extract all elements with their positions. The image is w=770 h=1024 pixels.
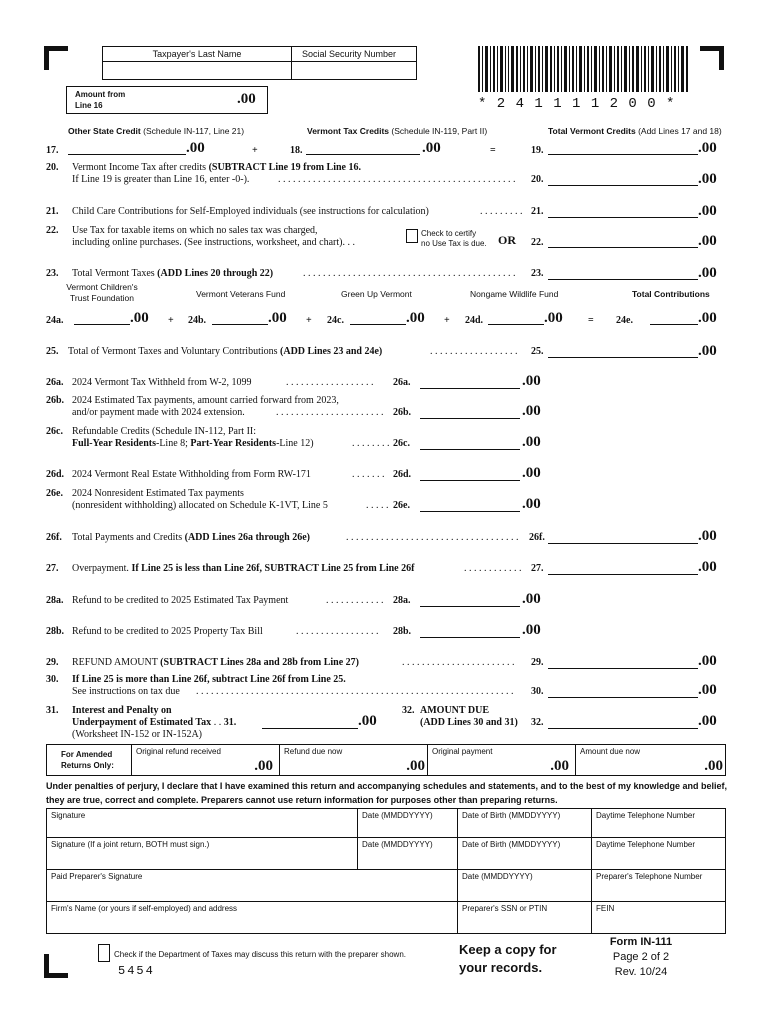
line-21-field[interactable] — [548, 206, 698, 218]
line-26d-field[interactable] — [420, 469, 520, 481]
line-23-cents: .00 — [698, 265, 717, 281]
preparer-phone-label: Preparer's Telephone Number — [596, 872, 703, 881]
line-23-text — [72, 268, 273, 279]
line-30-field[interactable] — [548, 686, 698, 698]
line-18-num: 18. — [290, 145, 303, 156]
line-26a-num: 26a. — [46, 377, 64, 388]
line-31-cents: .00 — [358, 713, 377, 729]
line-18-cents: .00 — [422, 140, 441, 156]
corner-mark-bottom-left — [44, 954, 68, 978]
line-24c-cents: .00 — [406, 310, 425, 326]
line-26d-num: 26d. — [46, 469, 65, 480]
line-27-cents: .00 — [698, 559, 717, 575]
line-26b-num: 26b. — [46, 395, 65, 406]
line-26e-field[interactable] — [420, 500, 520, 512]
line-26f-field[interactable] — [548, 532, 698, 544]
line-24b-cents: .00 — [268, 310, 287, 326]
discuss-with-preparer-label: Check if the Department of Taxes may discuss this return with the preparer shown. — [114, 950, 406, 959]
last-name-box[interactable] — [102, 46, 292, 80]
amount-from-label-2: Line 16 — [75, 101, 103, 110]
last-name-label: Taxpayer's Last Name — [103, 47, 291, 62]
greenup-label: Green Up Vermont — [341, 289, 412, 299]
line-29-text — [72, 657, 359, 668]
line-32-ref: 32. — [531, 717, 544, 728]
equals-24e: = — [588, 315, 594, 326]
no-use-tax-label-b: no Use Tax is due. — [421, 239, 487, 248]
joint-signature-cell[interactable] — [46, 838, 358, 870]
line-25-text-a: Total of Vermont Taxes and Voluntary Contributions — [68, 346, 278, 357]
total-credits-label: Total Vermont Credits — [548, 126, 636, 136]
line-22-or: OR — [498, 233, 516, 247]
line-31-num: 31. — [46, 705, 59, 716]
total-credits-ref: (Add Lines 17 and 18) — [638, 126, 722, 136]
original-refund-label: Original refund received — [136, 747, 221, 756]
line-24e-cents: .00 — [698, 310, 717, 326]
line-20-num: 20. — [46, 162, 59, 173]
line-24d-num: 24d. — [465, 315, 484, 326]
line-24d-cents: .00 — [544, 310, 563, 326]
children-trust-label-b: Trust Foundation — [70, 293, 134, 303]
line-26b-cents: .00 — [522, 403, 541, 419]
line-19-field[interactable] — [548, 143, 698, 155]
day-phone-cell[interactable] — [592, 808, 726, 838]
vt-credits-label: Vermont Tax Credits — [307, 126, 390, 136]
wildlife-fund-label: Nongame Wildlife Fund — [470, 289, 559, 299]
joint-signature-label: Signature (If a joint return, BOTH must sign.) — [51, 840, 210, 849]
line-22-text-b: including online purchases. (See instructions, worksheet, and chart). . . — [72, 237, 355, 248]
no-use-tax-label-a: Check to certify — [421, 229, 477, 238]
preparer-date-cell[interactable] — [458, 870, 592, 902]
line-31-text-c: (Worksheet IN-152 or IN-152A) — [72, 729, 202, 740]
refund-due-cents: .00 — [406, 758, 425, 774]
line-26c-text-a: Refundable Credits (Schedule IN-112, Part II: — [72, 426, 257, 437]
plus-24b: + — [168, 315, 174, 326]
line-23-num: 23. — [46, 268, 59, 279]
other-state-ref: (Schedule IN-117, Line 21) — [143, 126, 245, 136]
firm-cell[interactable] — [46, 902, 458, 934]
line-26b-dots: . . . . . . . . . . . . . . . . . . . . . . — [276, 407, 384, 418]
line-24a-field[interactable] — [74, 313, 130, 325]
line-26f-text-b: (ADD Lines 26a through 26e) — [184, 532, 311, 543]
line-26c-num: 26c. — [46, 426, 63, 437]
line-28b-dots: . . . . . . . . . . . . . . . . . — [296, 626, 379, 637]
line-26e-num: 26e. — [46, 488, 63, 499]
line-23-ref: 23. — [531, 268, 544, 279]
line-25-ref: 25. — [531, 346, 544, 357]
line-30-text-a: If Line 25 is more than Line 26f, subtract Line 26f from Line 25. — [72, 674, 346, 685]
preparer-ssn-label: Preparer's SSN or PTIN — [462, 904, 548, 913]
amount-from-label-1: Amount from — [75, 90, 126, 99]
line-31-ref: 31. — [223, 717, 237, 728]
line-21-num: 21. — [46, 206, 59, 217]
line-22-field[interactable] — [548, 236, 698, 248]
line-31-field[interactable] — [262, 717, 358, 729]
line-25-text-b: (ADD Lines 23 and 24e) — [280, 346, 383, 357]
line-24a-cents: .00 — [130, 310, 149, 326]
line-26e-ref: 26e. — [393, 500, 410, 511]
line-20-dots: . . . . . . . . . . . . . . . . . . . . . . . . . . . . . . . . . . . . . . . . . . . . . . . . — [278, 174, 516, 185]
line-26a-text: 2024 Vermont Tax Withheld from W-2, 1099 — [72, 377, 252, 388]
line-26b-text-a: 2024 Estimated Tax payments, amount carried forward from 2023, — [72, 395, 339, 406]
line-24c-field[interactable] — [350, 313, 406, 325]
amount-from-box[interactable] — [66, 86, 268, 114]
line-30-text-b: See instructions on tax due — [72, 686, 180, 697]
line-30-ref: 30. — [531, 686, 544, 697]
amount-due-cents: .00 — [704, 758, 723, 774]
line-21-dots: . . . . . . . . . — [480, 206, 523, 217]
form-code: 5454 — [118, 964, 155, 978]
line-26a-field[interactable] — [420, 377, 520, 389]
line-17-num: 17. — [46, 145, 59, 156]
other-state-label: Other State Credit — [68, 126, 141, 136]
amount-from-value: .00 — [237, 91, 256, 107]
line-25-dots: . . . . . . . . . . . . . . . . . . — [430, 346, 518, 357]
corner-mark-top-left — [44, 46, 68, 70]
refund-due-label: Refund due now — [284, 747, 343, 756]
plus-sign-17: + — [252, 145, 258, 156]
line-26c-text — [72, 426, 314, 450]
fein-cell[interactable] — [592, 902, 726, 934]
line-20-text-c: If Line 19 is greater than Line 16, enter -0-). — [72, 174, 250, 185]
line-27-dots: . . . . . . . . . . . . — [464, 563, 522, 574]
total-credits-header — [548, 126, 722, 136]
preparer-date-label: Date (MMDDYYYY) — [462, 872, 533, 881]
other-state-credit-header — [68, 126, 244, 136]
line-22-text-a: Use Tax for taxable items on which no sales tax was charged, — [72, 225, 318, 236]
veterans-fund-label: Vermont Veterans Fund — [196, 289, 286, 299]
line-31-text-b: Underpayment of Estimated Tax — [72, 717, 212, 728]
perjury-declaration: Under penalties of perjury, I declare that I have examined this return and accompanying schedules and statements, and to the best of my knowledge and belief, they are true, correct and complete. Preparers cannot use return information for purposes other than preparing returns. — [46, 781, 727, 805]
line-32-field[interactable] — [548, 717, 698, 729]
line-26d-dots: . . . . . . . — [352, 469, 385, 480]
fein-label: FEIN — [596, 904, 615, 913]
barcode-text: * 2 4 1 1 1 1 2 0 0 * — [478, 96, 676, 112]
line-26e-cents: .00 — [522, 496, 541, 512]
line-19-num: 19. — [531, 145, 544, 156]
line-31-text-a: Interest and Penalty on — [72, 705, 172, 716]
line-26f-cents: .00 — [698, 528, 717, 544]
line-22-text — [72, 225, 355, 249]
line-21-cents: .00 — [698, 203, 717, 219]
line-19-cents: .00 — [698, 140, 717, 156]
line-28a-field[interactable] — [420, 595, 520, 607]
line-28a-cents: .00 — [522, 591, 541, 607]
line-26c-text-b2: -Line 8; — [155, 438, 188, 449]
signature-cell[interactable] — [46, 808, 358, 838]
day-phone2-cell[interactable] — [592, 838, 726, 870]
signature-label: Signature — [51, 811, 86, 820]
line-27-ref: 27. — [531, 563, 544, 574]
line-30-dots: . . . . . . . . . . . . . . . . . . . . . . . . . . . . . . . . . . . . . . . . . . . . . . . . . . . . . . . . . . . . . . . . — [196, 686, 514, 697]
line-28b-ref: 28b. — [393, 626, 412, 637]
amended-label — [46, 744, 132, 776]
original-payment-cell[interactable] — [428, 744, 576, 776]
line-26c-dots: . . . . . . . . — [352, 438, 390, 449]
line-23-dots: . . . . . . . . . . . . . . . . . . . . . . . . . . . . . . . . . . . . . . . . . . . — [303, 268, 516, 279]
amount-due-cell[interactable] — [576, 744, 726, 776]
line-27-text-b: If Line 25 is less than Line 26f, SUBTRACT Line 25 from Line 26f — [131, 563, 415, 574]
line-17-cents: .00 — [186, 140, 205, 156]
amended-label-b: Returns Only: — [61, 761, 114, 770]
line-26e-text — [72, 488, 328, 512]
line-24c-num: 24c. — [327, 315, 344, 326]
line-26c-text-b3: Part-Year Residents — [190, 438, 277, 449]
line-29-text-a: REFUND AMOUNT — [72, 657, 158, 668]
keep-copy-note — [459, 941, 557, 977]
line-17-field[interactable] — [68, 143, 186, 155]
vt-credits-header — [307, 126, 487, 136]
date2-label: Date (MMDDYYYY) — [362, 840, 433, 849]
line-28a-text: Refund to be credited to 2025 Estimated Tax Payment — [72, 595, 289, 606]
line-26f-ref: 26f. — [529, 532, 545, 543]
line-22-num: 22. — [46, 225, 59, 236]
line-20-cents: .00 — [698, 171, 717, 187]
line-26f-text — [72, 532, 310, 543]
line-23-text-a: Total Vermont Taxes — [72, 268, 155, 279]
line-32-cents: .00 — [698, 713, 717, 729]
line-28b-cents: .00 — [522, 622, 541, 638]
original-refund-cell[interactable] — [132, 744, 280, 776]
line-20-text-a: Vermont Income Tax after credits — [72, 162, 207, 173]
line-29-num: 29. — [46, 657, 59, 668]
preparer-ssn-cell[interactable] — [458, 902, 592, 934]
line-30-cents: .00 — [698, 682, 717, 698]
line-20-text-b: (SUBTRACT Line 19 from Line 16. — [208, 162, 361, 173]
line-28a-dots: . . . . . . . . . . . . — [326, 595, 384, 606]
line-25-text — [68, 346, 382, 357]
line-24e-num: 24e. — [616, 315, 633, 326]
line-26c-cents: .00 — [522, 434, 541, 450]
dob-cell[interactable] — [458, 808, 592, 838]
line-32-text-a: AMOUNT DUE — [420, 705, 489, 716]
original-payment-label: Original payment — [432, 747, 493, 756]
line-32-num: 32. — [402, 705, 415, 716]
amended-label-a: For Amended — [61, 750, 113, 759]
line-26c-field[interactable] — [420, 438, 520, 450]
preparer-phone-cell[interactable] — [592, 870, 726, 902]
day-phone-label: Daytime Telephone Number — [596, 811, 696, 820]
line-26c-text-b4: -Line 12) — [276, 438, 314, 449]
amount-from-label — [75, 89, 125, 111]
line-24d-field[interactable] — [488, 313, 544, 325]
line-30-num: 30. — [46, 674, 59, 685]
line-26e-text-a: 2024 Nonresident Estimated Tax payments — [72, 488, 244, 499]
line-23-text-b: (ADD Lines 20 through 22) — [157, 268, 274, 279]
line-26d-text: 2024 Vermont Real Estate Withholding from Form RW-171 — [72, 469, 311, 480]
no-use-tax-checkbox[interactable] — [406, 229, 418, 243]
original-payment-cents: .00 — [550, 758, 569, 774]
preparer-signature-label: Paid Preparer's Signature — [51, 872, 143, 881]
line-21-ref: 21. — [531, 206, 544, 217]
dob2-cell[interactable] — [458, 838, 592, 870]
discuss-with-preparer-checkbox[interactable] — [98, 944, 110, 962]
line-28b-num: 28b. — [46, 626, 65, 637]
form-id-block — [606, 935, 676, 980]
line-28a-num: 28a. — [46, 595, 64, 606]
refund-due-cell[interactable] — [280, 744, 428, 776]
keep-copy-b: your records. — [459, 960, 543, 975]
line-29-ref: 29. — [531, 657, 544, 668]
line-32-text-b: (ADD Lines 30 and 31) — [420, 717, 518, 728]
line-26a-ref: 26a. — [393, 377, 411, 388]
line-23-field[interactable] — [548, 268, 698, 280]
line-28b-field[interactable] — [420, 626, 520, 638]
plus-24d: + — [444, 315, 450, 326]
corner-mark-top-right — [700, 46, 724, 70]
line-26d-ref: 26d. — [393, 469, 412, 480]
amount-due-label: Amount due now — [580, 747, 641, 756]
line-28a-ref: 28a. — [393, 595, 411, 606]
ssn-box[interactable] — [291, 46, 417, 80]
line-27-text-a: Overpayment. — [72, 563, 129, 574]
equals-sign-19: = — [490, 145, 496, 156]
barcode — [478, 46, 690, 92]
dob-label: Date of Birth (MMDDYYYY) — [462, 811, 561, 820]
date-label: Date (MMDDYYYY) — [362, 811, 433, 820]
line-25-cents: .00 — [698, 343, 717, 359]
line-26e-text-b: (nonresident withholding) allocated on Schedule K-1VT, Line 5 — [72, 500, 328, 511]
line-27-num: 27. — [46, 563, 59, 574]
line-24b-num: 24b. — [188, 315, 207, 326]
line-31-text: Interest and Penalty on Underpayment of Estimated Tax . . 31. (Worksheet IN-152 or IN-152A) — [72, 705, 237, 740]
children-trust-label — [60, 282, 144, 304]
line-22-ref: 22. — [531, 237, 544, 248]
form-number: Form IN-111 — [609, 936, 673, 948]
line-26b-text-b: and/or payment made with 2024 extension. — [72, 407, 245, 418]
children-trust-label-a: Vermont Children's — [66, 282, 138, 292]
page-number: Page 2 of 2 — [612, 951, 670, 963]
line-27-text — [72, 563, 414, 574]
line-26a-cents: .00 — [522, 373, 541, 389]
line-24a-num: 24a. — [46, 315, 64, 326]
line-26e-dots: . . . . . — [366, 500, 389, 511]
line-20-ref: 20. — [531, 174, 544, 185]
line-18-field[interactable] — [306, 143, 420, 155]
keep-copy-a: Keep a copy for — [459, 942, 557, 957]
ssn-label: Social Security Number — [292, 47, 416, 62]
line-26b-field[interactable] — [420, 407, 520, 419]
vt-credits-ref: (Schedule IN-119, Part II) — [391, 126, 488, 136]
line-26d-cents: .00 — [522, 465, 541, 481]
preparer-signature-cell[interactable] — [46, 870, 458, 902]
line-29-cents: .00 — [698, 653, 717, 669]
line-20-field[interactable] — [548, 174, 698, 186]
no-use-tax-label — [421, 229, 487, 249]
date-cell[interactable] — [358, 808, 458, 838]
day-phone2-label: Daytime Telephone Number — [596, 840, 696, 849]
line-26f-num: 26f. — [46, 532, 62, 543]
plus-24c: + — [306, 315, 312, 326]
total-contributions-label: Total Contributions — [632, 289, 710, 299]
revision: Rev. 10/24 — [614, 966, 668, 978]
dob2-label: Date of Birth (MMDDYYYY) — [462, 840, 561, 849]
line-21-text: Child Care Contributions for Self-Employed individuals (see instructions for calculation) — [72, 206, 429, 217]
line-25-field[interactable] — [548, 346, 698, 358]
line-27-field[interactable] — [548, 563, 698, 575]
line-26b-ref: 26b. — [393, 407, 412, 418]
line-29-dots: . . . . . . . . . . . . . . . . . . . . . . . — [402, 657, 515, 668]
line-26a-dots: . . . . . . . . . . . . . . . . . . — [286, 377, 374, 388]
line-26f-text-a: Total Payments and Credits — [72, 532, 183, 543]
line-29-text-b: (SUBTRACT Lines 28a and 28b from Line 27) — [160, 657, 359, 668]
line-29-field[interactable] — [548, 657, 698, 669]
line-24b-field[interactable] — [212, 313, 268, 325]
line-28b-text: Refund to be credited to 2025 Property Tax Bill — [72, 626, 263, 637]
line-26c-text-b1: Full-Year Residents — [72, 438, 156, 449]
line-24e-field[interactable] — [650, 313, 698, 325]
line-26c-ref: 26c. — [393, 438, 410, 449]
original-refund-cents: .00 — [254, 758, 273, 774]
line-25-num: 25. — [46, 346, 59, 357]
line-26f-dots: . . . . . . . . . . . . . . . . . . . . . . . . . . . . . . . . . . . — [346, 532, 519, 543]
date2-cell[interactable] — [358, 838, 458, 870]
line-22-cents: .00 — [698, 233, 717, 249]
firm-label: Firm's Name (or yours if self-employed) and address — [51, 904, 238, 913]
